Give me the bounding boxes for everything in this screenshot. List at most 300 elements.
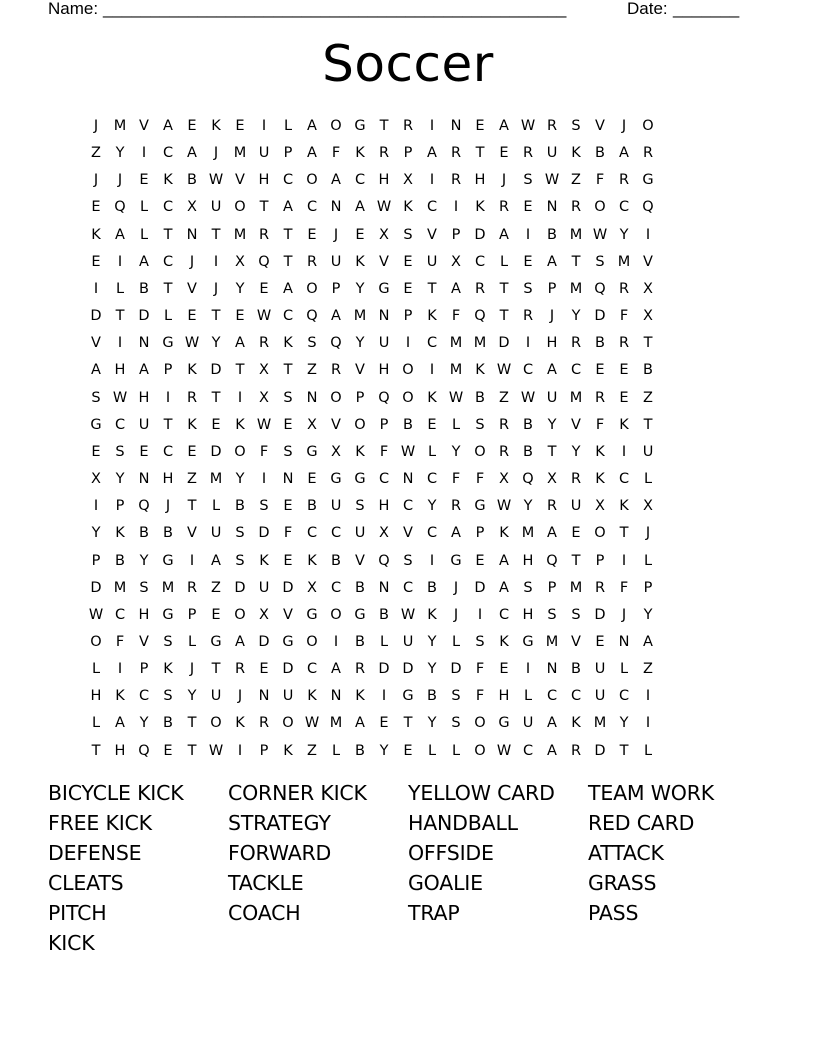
word-bank-item: GRASS bbox=[588, 871, 657, 895]
grid-letter: T bbox=[643, 335, 653, 352]
grid-letter: D bbox=[474, 226, 486, 243]
grid-letter: Q bbox=[378, 552, 390, 569]
grid-letter: V bbox=[235, 172, 245, 189]
grid-letter: V bbox=[379, 253, 389, 270]
grid-letter: R bbox=[258, 335, 270, 352]
grid-letter: F bbox=[331, 145, 341, 162]
grid-letter: C bbox=[522, 362, 534, 379]
grid-letter: L bbox=[643, 742, 653, 759]
grid-letter: J bbox=[237, 688, 243, 705]
grid-letter: S bbox=[523, 579, 533, 596]
grid-letter: I bbox=[165, 389, 171, 406]
grid-letter: E bbox=[139, 443, 149, 460]
grid-letter: X bbox=[379, 525, 389, 542]
grid-letter: T bbox=[571, 552, 581, 569]
word-bank-item: OFFSIDE bbox=[408, 841, 494, 865]
grid-letter: R bbox=[474, 280, 486, 297]
grid-letter: I bbox=[429, 552, 435, 569]
grid-letter: P bbox=[595, 552, 605, 569]
grid-letter: R bbox=[522, 308, 534, 325]
grid-letter: Y bbox=[187, 688, 197, 705]
grid-letter: D bbox=[594, 742, 606, 759]
grid-letter: A bbox=[499, 579, 509, 596]
grid-letter: H bbox=[378, 172, 390, 189]
grid-letter: T bbox=[571, 253, 581, 270]
grid-letter: O bbox=[282, 715, 294, 732]
grid-letter: O bbox=[474, 715, 486, 732]
grid-letter: V bbox=[331, 416, 341, 433]
grid-letter: B bbox=[643, 362, 653, 379]
grid-letter: Y bbox=[115, 145, 125, 162]
grid-letter: J bbox=[189, 253, 195, 270]
grid-letter: T bbox=[283, 253, 293, 270]
grid-row bbox=[84, 466, 732, 493]
word-bank-item: BICYCLE KICK bbox=[48, 781, 184, 805]
grid-letter: A bbox=[499, 552, 509, 569]
grid-letter: E bbox=[187, 118, 197, 134]
grid-letter: L bbox=[451, 742, 461, 759]
grid-letter: H bbox=[258, 172, 270, 189]
word-bank-item: PASS bbox=[588, 901, 639, 925]
grid-letter: G bbox=[642, 172, 654, 189]
grid-letter: R bbox=[450, 145, 462, 162]
grid-letter: C bbox=[498, 606, 510, 623]
grid-letter: H bbox=[522, 606, 534, 623]
grid-letter: C bbox=[282, 308, 294, 325]
grid-letter: U bbox=[546, 389, 558, 406]
grid-letter: P bbox=[259, 742, 269, 759]
grid-letter: P bbox=[643, 579, 653, 596]
grid-letter: C bbox=[162, 253, 174, 270]
word-bank-item: CLEATS bbox=[48, 871, 124, 895]
grid-letter: R bbox=[498, 199, 510, 216]
grid-letter: W bbox=[376, 199, 392, 216]
grid-letter: R bbox=[450, 498, 462, 515]
grid-row bbox=[84, 113, 732, 140]
grid-letter: B bbox=[523, 416, 533, 433]
grid-letter: C bbox=[330, 525, 342, 542]
grid-letter: K bbox=[403, 199, 413, 216]
grid-letter: B bbox=[427, 579, 437, 596]
grid-letter: M bbox=[521, 525, 535, 542]
grid-letter: B bbox=[355, 579, 365, 596]
grid-letter: W bbox=[400, 606, 416, 623]
grid-letter: O bbox=[210, 715, 222, 732]
name-blank-line: _________________________________________________ bbox=[103, 0, 567, 18]
grid-letter: S bbox=[163, 633, 173, 650]
grid-letter: S bbox=[235, 525, 245, 542]
grid-letter: O bbox=[330, 118, 342, 134]
grid-letter: W bbox=[304, 715, 320, 732]
grid-letter: E bbox=[499, 145, 509, 162]
grid-letter: O bbox=[474, 443, 486, 460]
grid-letter: T bbox=[499, 308, 509, 325]
grid-letter: R bbox=[330, 362, 342, 379]
grid-letter: Z bbox=[571, 172, 581, 189]
grid-letter: H bbox=[138, 606, 150, 623]
grid-letter: A bbox=[451, 525, 461, 542]
grid-letter: I bbox=[453, 199, 459, 216]
grid-letter: M bbox=[569, 389, 583, 406]
grid-letter: T bbox=[163, 416, 173, 433]
grid-letter: A bbox=[115, 226, 125, 243]
grid-letter: C bbox=[114, 606, 126, 623]
grid-letter: L bbox=[619, 661, 629, 678]
grid-letter: J bbox=[189, 661, 195, 678]
grid-letter: A bbox=[115, 715, 125, 732]
grid-letter: W bbox=[496, 498, 512, 515]
grid-letter: R bbox=[570, 471, 582, 488]
grid-letter: E bbox=[91, 199, 101, 216]
grid-letter: M bbox=[449, 362, 463, 379]
grid-letter: M bbox=[233, 145, 247, 162]
grid-letter: O bbox=[330, 606, 342, 623]
grid-letter: F bbox=[475, 688, 485, 705]
grid-letter: S bbox=[595, 253, 605, 270]
grid-letter: G bbox=[498, 715, 510, 732]
grid-letter: H bbox=[114, 742, 126, 759]
grid-letter: C bbox=[618, 199, 630, 216]
grid-letter: Y bbox=[571, 443, 581, 460]
grid-letter: A bbox=[547, 525, 557, 542]
grid-letter: L bbox=[139, 199, 149, 216]
grid-row bbox=[84, 222, 732, 249]
grid-letter: C bbox=[282, 172, 294, 189]
grid-letter: Q bbox=[522, 471, 534, 488]
grid-letter: V bbox=[187, 280, 197, 297]
grid-letter: C bbox=[522, 742, 534, 759]
grid-letter: U bbox=[642, 443, 654, 460]
grid-letter: C bbox=[306, 661, 318, 678]
grid-letter: C bbox=[426, 471, 438, 488]
grid-letter: V bbox=[91, 335, 101, 352]
grid-letter: S bbox=[523, 280, 533, 297]
grid-letter: S bbox=[475, 633, 485, 650]
grid-letter: T bbox=[211, 308, 221, 325]
grid-letter: E bbox=[523, 199, 533, 216]
grid-row bbox=[84, 520, 732, 547]
grid-letter: G bbox=[90, 416, 102, 433]
grid-letter: S bbox=[547, 606, 557, 623]
grid-letter: X bbox=[259, 606, 269, 623]
grid-letter: K bbox=[619, 498, 629, 515]
grid-letter: Z bbox=[91, 145, 101, 162]
grid-letter: A bbox=[355, 715, 365, 732]
grid-letter: I bbox=[93, 280, 99, 297]
grid-letter: L bbox=[643, 552, 653, 569]
grid-letter: O bbox=[594, 525, 606, 542]
grid-letter: C bbox=[162, 199, 174, 216]
grid-letter: I bbox=[237, 742, 243, 759]
grid-letter: R bbox=[354, 661, 366, 678]
grid-letter: Y bbox=[139, 552, 149, 569]
grid-letter: O bbox=[234, 199, 246, 216]
grid-letter: T bbox=[211, 661, 221, 678]
grid-letter: M bbox=[233, 226, 247, 243]
grid-letter: T bbox=[403, 715, 413, 732]
grid-row bbox=[84, 194, 732, 221]
grid-letter: J bbox=[93, 118, 99, 134]
grid-letter: S bbox=[355, 498, 365, 515]
word-bank-item: TRAP bbox=[408, 901, 460, 925]
grid-letter: G bbox=[474, 498, 486, 515]
grid-letter: E bbox=[307, 471, 317, 488]
grid-letter: N bbox=[330, 688, 342, 705]
word-bank-item: PITCH bbox=[48, 901, 107, 925]
grid-letter: J bbox=[117, 172, 123, 189]
grid-letter: E bbox=[595, 362, 605, 379]
grid-letter: M bbox=[329, 715, 343, 732]
grid-letter: I bbox=[189, 552, 195, 569]
grid-letter: T bbox=[211, 389, 221, 406]
grid-letter: E bbox=[307, 226, 317, 243]
grid-letter: A bbox=[331, 172, 341, 189]
grid-letter: G bbox=[162, 606, 174, 623]
grid-letter: A bbox=[91, 362, 101, 379]
grid-letter: Y bbox=[355, 335, 365, 352]
grid-letter: M bbox=[569, 579, 583, 596]
grid-letter: U bbox=[330, 498, 342, 515]
grid-letter: T bbox=[187, 715, 197, 732]
grid-letter: K bbox=[235, 416, 245, 433]
grid-letter: K bbox=[211, 118, 221, 134]
grid-letter: U bbox=[570, 498, 582, 515]
grid-letter: S bbox=[523, 172, 533, 189]
grid-letter: P bbox=[547, 579, 557, 596]
grid-letter: S bbox=[283, 389, 293, 406]
grid-letter: W bbox=[208, 172, 224, 189]
grid-letter: K bbox=[619, 416, 629, 433]
grid-letter: K bbox=[187, 362, 197, 379]
grid-letter: L bbox=[451, 633, 461, 650]
grid-letter: G bbox=[354, 118, 366, 134]
grid-letter: K bbox=[283, 335, 293, 352]
grid-letter: H bbox=[378, 498, 390, 515]
grid-letter: O bbox=[306, 172, 318, 189]
grid-letter: W bbox=[448, 389, 464, 406]
grid-letter: C bbox=[426, 525, 438, 542]
grid-row bbox=[84, 575, 732, 602]
grid-letter: E bbox=[403, 253, 413, 270]
grid-letter: A bbox=[643, 633, 653, 650]
grid-letter: U bbox=[546, 145, 558, 162]
grid-letter: T bbox=[547, 443, 557, 460]
grid-letter: P bbox=[355, 389, 365, 406]
grid-letter: X bbox=[331, 443, 341, 460]
grid-letter: B bbox=[163, 715, 173, 732]
grid-letter: I bbox=[117, 661, 123, 678]
grid-letter: O bbox=[642, 118, 654, 134]
grid-letter: T bbox=[235, 362, 245, 379]
grid-letter: T bbox=[163, 226, 173, 243]
grid-letter: K bbox=[307, 688, 317, 705]
grid-letter: Y bbox=[427, 633, 437, 650]
grid-letter: Q bbox=[114, 199, 126, 216]
grid-letter: X bbox=[91, 471, 101, 488]
grid-letter: U bbox=[354, 525, 366, 542]
grid-letter: M bbox=[161, 579, 175, 596]
grid-letter: E bbox=[283, 552, 293, 569]
grid-letter: Y bbox=[235, 471, 245, 488]
grid-letter: I bbox=[261, 118, 267, 134]
grid-row bbox=[84, 385, 732, 412]
grid-letter: E bbox=[571, 525, 581, 542]
grid-letter: W bbox=[88, 606, 104, 623]
word-bank-item: STRATEGY bbox=[228, 811, 331, 835]
grid-letter: D bbox=[258, 633, 270, 650]
grid-letter: D bbox=[474, 579, 486, 596]
grid-letter: V bbox=[571, 633, 581, 650]
grid-letter: R bbox=[498, 416, 510, 433]
grid-letter: E bbox=[355, 226, 365, 243]
grid-letter: K bbox=[235, 715, 245, 732]
date-blank-line: _______ bbox=[673, 0, 740, 18]
grid-letter: V bbox=[643, 253, 653, 270]
grid-letter: J bbox=[621, 118, 627, 134]
grid-letter: P bbox=[283, 145, 293, 162]
grid-letter: N bbox=[306, 389, 318, 406]
grid-letter: B bbox=[523, 443, 533, 460]
grid-letter: R bbox=[618, 280, 630, 297]
grid-letter: F bbox=[475, 471, 485, 488]
grid-letter: U bbox=[594, 688, 606, 705]
grid-letter: E bbox=[259, 661, 269, 678]
grid-letter: C bbox=[378, 471, 390, 488]
grid-letter: X bbox=[451, 253, 461, 270]
grid-letter: J bbox=[93, 172, 99, 189]
grid-letter: S bbox=[403, 552, 413, 569]
grid-letter: F bbox=[595, 416, 605, 433]
grid-letter: Y bbox=[451, 443, 461, 460]
grid-letter: F bbox=[475, 661, 485, 678]
grid-letter: L bbox=[427, 443, 437, 460]
grid-letter: C bbox=[426, 199, 438, 216]
grid-letter: B bbox=[379, 606, 389, 623]
grid-letter: V bbox=[187, 525, 197, 542]
grid-letter: R bbox=[618, 335, 630, 352]
grid-letter: D bbox=[138, 308, 150, 325]
grid-row bbox=[84, 167, 732, 194]
grid-letter: F bbox=[451, 471, 461, 488]
grid-letter: C bbox=[114, 416, 126, 433]
grid-letter: C bbox=[354, 172, 366, 189]
grid-letter: J bbox=[501, 172, 507, 189]
grid-letter: P bbox=[451, 226, 461, 243]
grid-letter: R bbox=[546, 498, 558, 515]
grid-row bbox=[84, 303, 732, 330]
grid-letter: N bbox=[138, 335, 150, 352]
grid-letter: L bbox=[379, 633, 389, 650]
grid-letter: R bbox=[570, 335, 582, 352]
grid-letter: C bbox=[618, 471, 630, 488]
grid-letter: A bbox=[355, 199, 365, 216]
letter-grid bbox=[84, 113, 732, 765]
grid-row bbox=[84, 276, 732, 303]
grid-letter: Z bbox=[307, 362, 317, 379]
grid-letter: A bbox=[547, 715, 557, 732]
grid-letter: O bbox=[330, 389, 342, 406]
grid-row bbox=[84, 140, 732, 167]
grid-letter: W bbox=[592, 226, 608, 243]
grid-letter: U bbox=[210, 199, 222, 216]
grid-row bbox=[84, 249, 732, 276]
grid-letter: R bbox=[642, 145, 654, 162]
word-bank-item: HANDBALL bbox=[408, 811, 518, 835]
grid-letter: K bbox=[91, 226, 101, 243]
grid-letter: H bbox=[378, 362, 390, 379]
grid-letter: D bbox=[234, 579, 246, 596]
grid-letter: K bbox=[355, 443, 365, 460]
name-date-header bbox=[48, 0, 748, 21]
grid-letter: E bbox=[283, 498, 293, 515]
grid-letter: B bbox=[571, 661, 581, 678]
grid-letter: Y bbox=[139, 715, 149, 732]
grid-letter: T bbox=[427, 280, 437, 297]
grid-letter: A bbox=[235, 633, 245, 650]
grid-letter: T bbox=[283, 362, 293, 379]
grid-letter: E bbox=[259, 280, 269, 297]
grid-letter: P bbox=[331, 280, 341, 297]
grid-letter: M bbox=[545, 633, 559, 650]
grid-letter: H bbox=[546, 335, 558, 352]
grid-letter: L bbox=[331, 742, 341, 759]
grid-letter: U bbox=[258, 145, 270, 162]
grid-letter: A bbox=[283, 280, 293, 297]
grid-letter: K bbox=[595, 471, 605, 488]
grid-letter: R bbox=[570, 742, 582, 759]
grid-letter: K bbox=[571, 145, 581, 162]
grid-letter: Q bbox=[474, 308, 486, 325]
grid-letter: D bbox=[450, 661, 462, 678]
grid-letter: H bbox=[162, 471, 174, 488]
word-bank-item: FREE KICK bbox=[48, 811, 152, 835]
grid-letter: I bbox=[405, 335, 411, 352]
grid-row bbox=[84, 683, 732, 710]
grid-letter: Y bbox=[211, 335, 221, 352]
grid-letter: A bbox=[499, 226, 509, 243]
grid-letter: S bbox=[91, 389, 101, 406]
grid-letter: E bbox=[523, 253, 533, 270]
grid-letter: I bbox=[429, 362, 435, 379]
grid-letter: U bbox=[210, 688, 222, 705]
grid-letter: A bbox=[139, 362, 149, 379]
grid-letter: U bbox=[282, 688, 294, 705]
grid-letter: K bbox=[427, 389, 437, 406]
grid-letter: E bbox=[163, 742, 173, 759]
grid-letter: B bbox=[139, 525, 149, 542]
grid-letter: V bbox=[139, 118, 149, 134]
grid-letter: D bbox=[210, 362, 222, 379]
grid-letter: H bbox=[474, 172, 486, 189]
grid-letter: L bbox=[211, 498, 221, 515]
grid-letter: M bbox=[593, 715, 607, 732]
grid-letter: C bbox=[306, 525, 318, 542]
grid-row bbox=[84, 656, 732, 683]
grid-letter: N bbox=[450, 118, 462, 134]
grid-row bbox=[84, 710, 732, 737]
grid-letter: J bbox=[549, 308, 555, 325]
grid-letter: G bbox=[162, 552, 174, 569]
grid-letter: I bbox=[525, 226, 531, 243]
grid-letter: C bbox=[570, 688, 582, 705]
grid-letter: R bbox=[258, 715, 270, 732]
word-bank-item: RED CARD bbox=[588, 811, 695, 835]
grid-letter: O bbox=[306, 633, 318, 650]
grid-letter: U bbox=[258, 579, 270, 596]
grid-letter: P bbox=[379, 416, 389, 433]
grid-letter: R bbox=[618, 172, 630, 189]
grid-letter: I bbox=[381, 688, 387, 705]
